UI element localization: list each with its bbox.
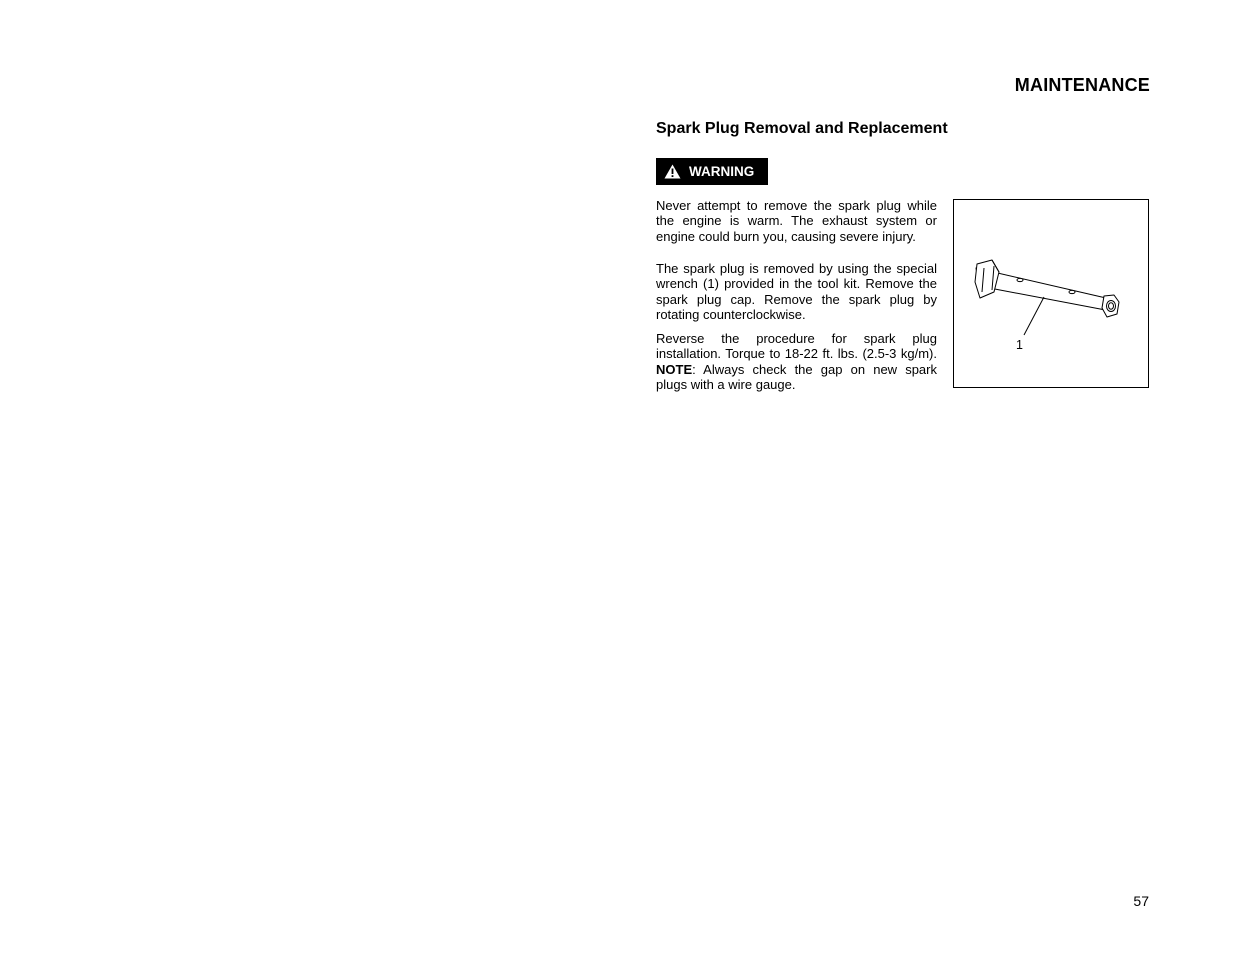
installation-paragraph <box>656 331 937 392</box>
note-text: : Always check the gap on new spark plugs with a wire gauge. <box>656 361 937 392</box>
subsection-title: Spark Plug Removal and Replacement <box>656 120 948 137</box>
spark-plug-wrench-illustration <box>954 200 1150 389</box>
page-number: 57 <box>1133 893 1149 909</box>
installation-text: Reverse the procedure for spark plug installation. Torque to 18-22 ft. lbs. (2.5-3 kg/m). <box>656 331 937 362</box>
removal-paragraph: The spark plug is removed by using the special wrench (1) provided in the tool kit. Remove the spark plug cap. Remove the spark plug by rotating counterclockwise. <box>656 261 937 322</box>
section-header: MAINTENANCE <box>1014 75 1150 95</box>
figure-box <box>953 199 1149 388</box>
warning-text: WARNING <box>689 164 755 179</box>
warning-paragraph: Never attempt to remove the spark plug while the engine is warm. The exhaust system or engine could burn you, causing severe injury. <box>656 198 937 244</box>
note-label: NOTE <box>656 361 693 377</box>
warning-label <box>656 158 768 185</box>
warning-triangle-icon <box>664 164 681 179</box>
callout-number: 1 <box>1016 338 1023 352</box>
